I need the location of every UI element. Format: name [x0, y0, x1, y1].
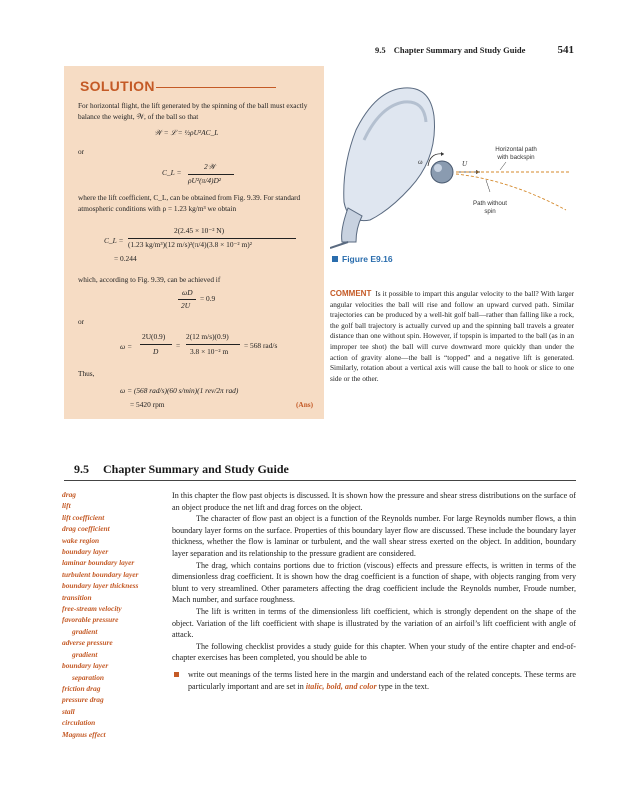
header-section-number: 9.5 — [375, 45, 386, 55]
checklist-text-end: type in the text. — [378, 681, 429, 691]
margin-term: circulation — [62, 718, 96, 728]
equation-cl-numeric-denominator: (1.23 kg/m³)(12 m/s)²(π/4)(3.8 × 10⁻² m)² — [128, 240, 252, 249]
section-title: Chapter Summary and Study Guide — [103, 462, 289, 476]
margin-term: transition — [62, 592, 92, 602]
checklist-highlight: italic, bold, and color — [305, 681, 377, 691]
margin-term: drag coefficient — [62, 524, 110, 534]
equation-omega-equals: = — [176, 341, 181, 350]
equation-omega-result: = 568 rad/s — [244, 341, 278, 350]
margin-term: separation — [72, 672, 105, 682]
label-velocity-u: U — [462, 160, 468, 168]
margin-term: laminar boundary layer — [62, 558, 135, 568]
equation-omega-numerator-2: 2(12 m/s)(0.9) — [186, 332, 229, 341]
fraction-bar — [128, 238, 296, 239]
paragraph: The following checklist provides a study guide for this chapter. When your study of the entire chapter and end-of-chapter exercises has been completed, you should be able to — [172, 641, 576, 663]
label-omega: ω — [418, 158, 423, 166]
page-number: 541 — [557, 44, 574, 56]
equation-rpm-result: = 5420 rpm — [130, 400, 165, 409]
margin-term: pressure drag — [62, 695, 104, 705]
equation-cl-denominator: ρU²(π/4)D² — [188, 176, 222, 185]
margin-term: stall — [62, 706, 75, 716]
margin-term: boundary layer — [62, 661, 109, 671]
equation-cl-numeric-lhs: C_L = — [104, 236, 124, 245]
spin-arrowhead — [441, 152, 444, 156]
label-path-without-spin: Path without spin — [472, 200, 508, 215]
equation-rpm-conversion: ω = (568 rad/s)(60 s/min)(1 rev/2π rad) — [120, 386, 239, 395]
margin-term: free-stream velocity — [62, 604, 122, 614]
margin-term: turbulent boundary layer — [62, 569, 139, 579]
margin-term: lift — [62, 501, 71, 511]
equation-omega-numerator-1: 2U(0.9) — [142, 332, 166, 341]
or-text-2: or — [78, 317, 85, 326]
equation-cl-result: = 0.244 — [114, 254, 137, 263]
equation-weight-lift: 𝒲 = ℒ = ½ρU²AC_L — [154, 128, 219, 137]
checklist-text: write out meanings of the terms listed here in the margin and understand each of the related concepts. These terms are particularly important and are set in — [188, 669, 576, 691]
margin-term: boundary layer — [62, 547, 109, 557]
solution-heading-rule — [156, 87, 276, 88]
caption-bullet-icon — [332, 256, 338, 262]
equation-spin-ratio-value: = 0.9 — [200, 294, 216, 303]
margin-term: lift coefficient — [62, 512, 105, 522]
leader-line — [500, 162, 506, 170]
fraction-bar — [186, 344, 240, 345]
margin-term: Magnus effect — [62, 729, 106, 739]
thus-text: Thus, — [78, 369, 95, 378]
section-number: 9.5 — [74, 462, 89, 476]
paragraph: In this chapter the flow past objects is discussed. It is shown how the pressure and shear stress distributions on the surface of an object produce the net lift and drag forces on the object. — [172, 491, 576, 512]
fraction-bar — [178, 299, 196, 300]
bullet-square-icon — [174, 672, 179, 677]
margin-term: adverse pressure — [62, 638, 113, 648]
summary-body — [172, 490, 576, 692]
fraction-bar — [140, 344, 172, 345]
header-title: Chapter Summary and Study Guide — [393, 45, 526, 55]
equation-omega-lhs: ω = — [120, 342, 133, 351]
or-text-1: or — [78, 147, 85, 156]
fraction-bar — [188, 174, 234, 175]
where-text: where the lift coefficient, C_L, can be obtained from Fig. 9.39. For standard atmospheric conditions with ρ = 1.23 kg/m³ we obtain — [78, 193, 301, 213]
figure-caption — [332, 254, 393, 264]
margin-term: gradient — [72, 649, 98, 659]
comment-block — [330, 289, 574, 384]
leader-line — [486, 180, 490, 192]
section-heading — [74, 462, 289, 477]
figure-caption-text: Figure E9.16 — [342, 254, 393, 264]
margin-term: wake region — [62, 535, 100, 545]
equation-omega-denominator-1: D — [153, 347, 159, 356]
golf-ball — [431, 161, 453, 183]
margin-term: friction drag — [62, 683, 101, 693]
paragraph: The lift is written in terms of the dimensionless lift coefficient, which is strongly dependent on the shape of the object. Variation of the lift coefficient with shape is illustrated by the variation of an airfoil’s lift coefficient with angle of attack. — [172, 606, 576, 640]
solution-intro: For horizontal flight, the lift generated by the spinning of the ball must exactly balance the weight, 𝒲, of the ball so that — [78, 101, 308, 121]
paragraph: The drag, which contains portions due to friction (viscous) effects and pressure effects, is written in terms of the dimensionless drag coefficient. It is shown how the drag coefficient is a function of shape, with objects ranging from very blunt to very streamlined. Other parameters affecting the drag coefficient include the Reynolds number, Froude number, Mach number, and surface roughness. — [172, 560, 576, 605]
solution-heading-text: SOLUTION — [80, 78, 155, 94]
section-rule — [64, 480, 576, 481]
comment-keyword: COMMENT — [330, 289, 372, 298]
equation-cl-lhs: C_L = — [162, 168, 182, 177]
paragraph: The character of flow past an object is a function of the Reynolds number. For large Reynolds number flows, a thin boundary layer forms on the surface. Properties of this boundary layer flow are discussed. These include the boundary layer thickness, whether the flow is laminar or turbulent, and the wall shear stress exerted on the object. In addition, boundary layer separation and its relationship to the pressure gradient are considered. — [172, 514, 576, 558]
which-text: which, according to Fig. 9.39, can be achieved if — [78, 275, 221, 284]
equation-omega-denominator-2: 3.8 × 10⁻² m — [190, 347, 229, 356]
label-horizontal-path: Horizontal path with backspin — [495, 146, 537, 161]
solution-heading — [80, 78, 155, 94]
margin-term: drag — [62, 490, 76, 499]
equation-spin-ratio-denominator: 2U — [181, 301, 191, 310]
equation-cl-numeric-numerator: 2(2.45 × 10⁻² N) — [174, 226, 225, 235]
equation-spin-ratio-numerator: ωD — [182, 288, 193, 297]
equation-cl-numerator: 2𝒲 — [204, 162, 216, 171]
margin-terms-list — [62, 489, 166, 740]
solution-box — [64, 66, 324, 419]
comment-text: Is it possible to impart this angular velocity to the ball? With larger angular velocities the ball will rise and follow an upward curved path. Similar trajectories can be produced by a well-hit golf ball—rather than falling like a rock, the golf ball trajectory is actually curved up and the spinning ball travels a greater distance than one without spin. However, if topspin is imparted to the ball (as in an improper tee shot) the ball will curve downward more quickly than under the action of gravity alone—the ball is “topped” and a negative lift is generated. Similarly, rotation about a vertical axis will cause the ball to hook or slice to one side or the other. — [330, 289, 574, 383]
margin-term: boundary layer thickness — [62, 581, 139, 591]
margin-term: gradient — [72, 626, 98, 636]
answer-marker: (Ans) — [296, 400, 314, 409]
running-header — [375, 44, 574, 56]
ball-highlight — [434, 164, 442, 172]
margin-term: favorable pressure — [62, 615, 119, 625]
club-shaft — [330, 242, 348, 248]
checklist-item — [172, 669, 576, 692]
